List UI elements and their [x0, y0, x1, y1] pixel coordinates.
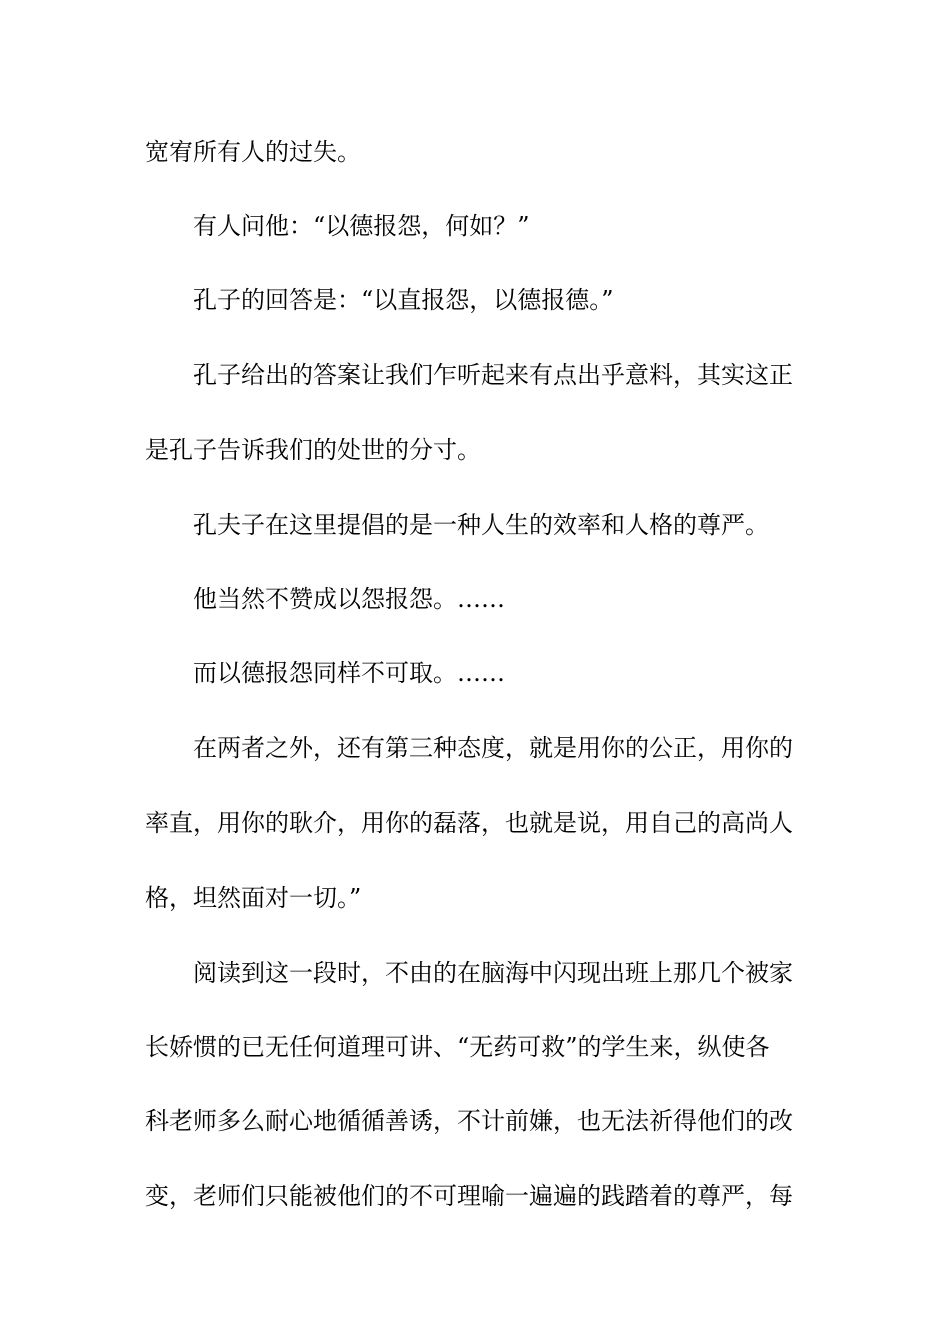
text-line-1: 宽宥所有人的过失。 [145, 138, 361, 166]
text-line-12: 阅读到这一段时，不由的在脑海中闪现出班上那几个被家 [193, 959, 793, 987]
text-line-15: 变，老师们只能被他们的不可理喻一遍遍的践踏着的尊严，每 [145, 1182, 793, 1210]
text-line-6: 孔夫子在这里提倡的是一种人生的效率和人格的尊严。 [193, 511, 769, 539]
text-line-7: 他当然不赞成以怨报怨。…… [193, 585, 505, 613]
text-line-9: 在两者之外，还有第三种态度，就是用你的公正，用你的 [193, 734, 793, 762]
text-line-8: 而以德报怨同样不可取。…… [193, 659, 505, 687]
text-line-14: 科老师多么耐心地循循善诱，不计前嫌，也无法祈得他们的改 [145, 1107, 793, 1135]
text-line-13: 长娇惯的已无任何道理可讲、“无药可救”的学生来，纵使各 [145, 1033, 770, 1061]
text-line-4: 孔子给出的答案让我们乍听起来有点出乎意料，其实这正 [193, 361, 793, 389]
text-line-5: 是孔子告诉我们的处世的分寸。 [145, 436, 481, 464]
text-line-11: 格，坦然面对一切。” [145, 884, 362, 912]
text-line-2: 有人问他：“以德报怨，何如？” [193, 212, 530, 240]
text-line-10: 率直，用你的耿介，用你的磊落，也就是说，用自己的高尚人 [145, 809, 793, 837]
text-line-3: 孔子的回答是：“以直报怨，以德报德。” [193, 286, 614, 314]
